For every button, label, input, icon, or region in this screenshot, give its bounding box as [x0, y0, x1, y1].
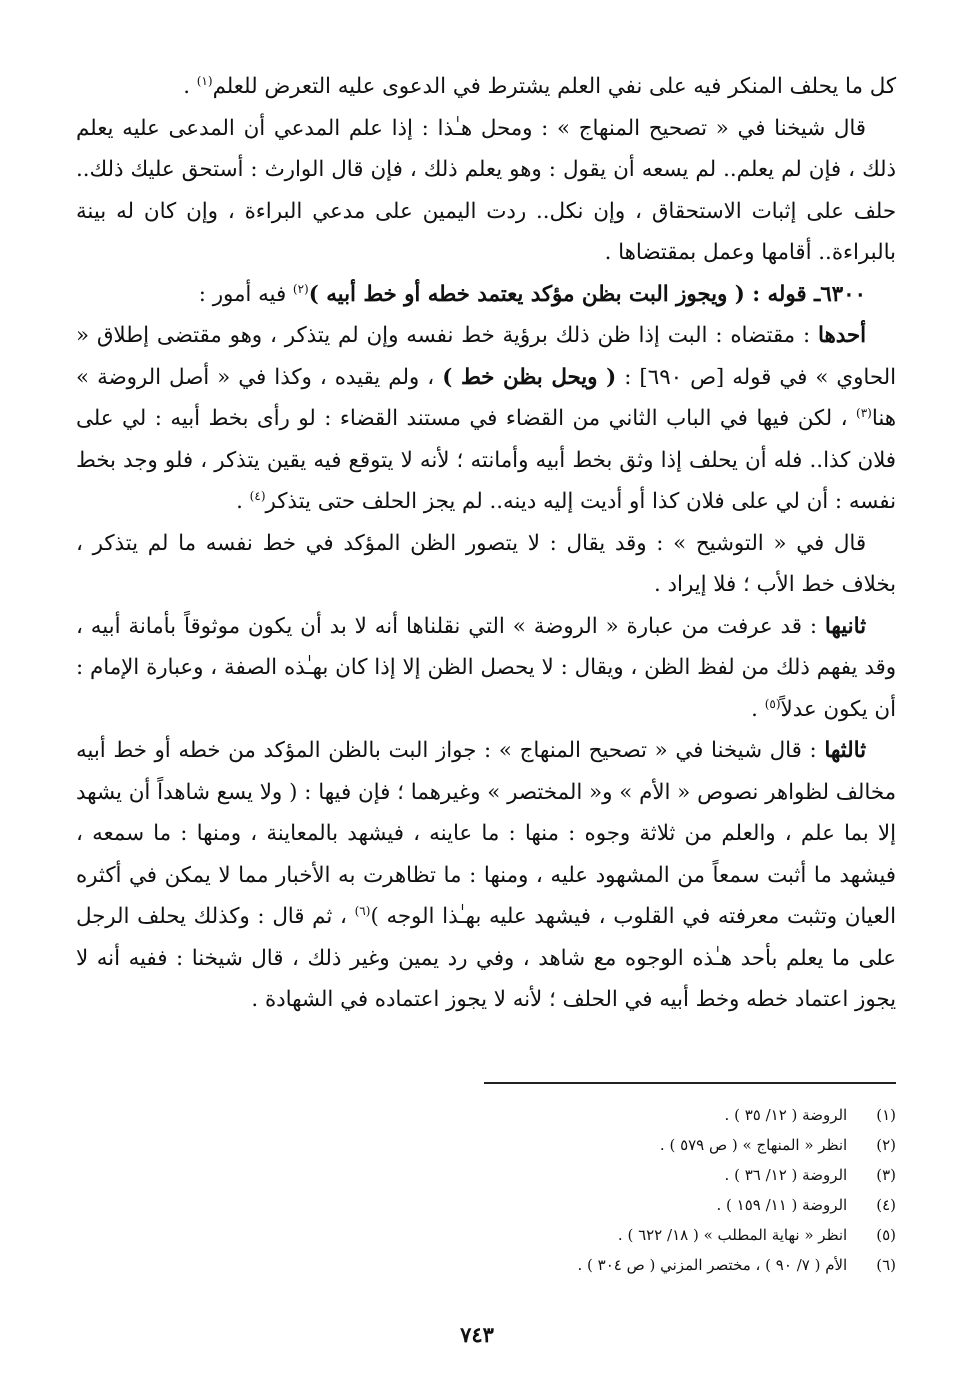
- footnote-text: انظر « نهاية المطلب » ( ١٨/ ٦٢٢ ) .: [617, 1226, 848, 1244]
- bold-text: ٦٣٠٠ـ قوله : ( ويجوز البت بظن مؤكد يعتمد خطه أو خط أبيه ): [308, 281, 866, 307]
- footnote-number: (٦): [876, 1256, 896, 1274]
- text-run: ، ولم يقيده ، وكذا في « أصل الروضة » هنا: [76, 364, 896, 431]
- text-run: ، ثم قال : وكذلك يحلف الرجل على ما يعلم بأحد هـٰذه الوجوه مع شاهد ، وفي رد يمين وغير ذلك ، قال شيخنا : ففيه أنه لا يجوز اعتماد خطه وخط أبيه في الحلف ؛ لأنه لا يجوز اعتماده في الشهادة .: [76, 904, 896, 1012]
- paragraph: [76, 523, 896, 606]
- paragraph: [76, 606, 896, 731]
- footnote-reference: (٣): [856, 405, 872, 420]
- bold-text: ( ويحل بظن خط ): [442, 364, 617, 390]
- text-run: ، لكن فيها في الباب الثاني من القضاء في مستند القضاء : لو رأى بخط أبيه : لي على فلان كذا.. فله أن يحلف إذا وثق بخط أبيه وأمانته ؛ لأنه لا يتوقع فيه يقين يتذكر ، فلو وجد بخط نفسه : أن لي على فلان كذا أو أديت إليه دينه.. لم يجز الحلف حتى يتذكر: [76, 406, 896, 514]
- footnote-reference: (٢): [292, 281, 309, 296]
- text-run: .: [236, 489, 250, 514]
- text-run: كل ما يحلف المنكر فيه على نفي العلم يشترط في الدعوى عليه التعرض للعلم: [212, 74, 896, 99]
- footnote-number: (٢): [876, 1136, 896, 1154]
- text-run: .: [183, 74, 197, 99]
- footnote-reference: (١): [196, 73, 213, 88]
- paragraph: [76, 274, 896, 316]
- footnote-text: الأم ( ٧/ ٩٠ ) ، مختصر المزني ( ص ٣٠٤ ) .: [577, 1256, 848, 1274]
- footnote-text: انظر « المنهاج » ( ص ٥٧٩ ) .: [659, 1136, 848, 1154]
- paragraph: [76, 315, 896, 523]
- footnote-reference: (٤): [249, 488, 266, 503]
- text-run: : قال شيخنا في « تصحيح المنهاج » : جواز البت بالظن المؤكد من خطه أو خط أبيه مخالف لظواهر نصوص « الأم » و« المختصر » وغيرهما ؛ فإن فيها : ( ولا يسع شاهداً أن يشهد إلا بما علم ، والعلم من ثلاثة وجوه : منها : ما عاينه ، فيشهد بالمعاينة ، ومنها : ما سمعه ، فيشهد ما أثبت سمعاً من المشهود عليه ، ومنها : ما تظاهرت به الأخبار مما لا يمكن في أكثره العيان وتثبت معرفته في القلوب ، فيشهد عليه بهـٰذا الوجه ): [76, 738, 896, 929]
- footnote-text: الروضة ( ١٢/ ٣٥ ) .: [724, 1106, 848, 1124]
- text-run: : مقتضاه : البت إذا ظن ذلك برؤية خط نفسه وإن لم يتذكر ، وهو مقتضى إطلاق « الحاوي » في قوله [ص ٦٩٠] :: [76, 323, 896, 390]
- bold-text: أحدها: [818, 323, 866, 348]
- footnote: [400, 1160, 896, 1190]
- footnote-text: الروضة ( ١١/ ١٥٩ ) .: [716, 1196, 848, 1214]
- main-text: [76, 66, 896, 1021]
- text-run: قال في « التوشيح » : وقد يقال : لا يتصور الظن المؤكد في خط نفسه ما لم يتذكر ، بخلاف خط الأب ؛ فلا إيراد .: [76, 530, 896, 597]
- text-run: .: [751, 696, 765, 722]
- footnote-number: (٤): [876, 1196, 896, 1214]
- footnotes: [400, 1100, 896, 1280]
- footnote-number: (٣): [876, 1166, 896, 1184]
- text-run: : قد عرفت من عبارة « الروضة » التي نقلناها أنه لا بد أن يكون موثوقاً بأمانة أبيه ، وقد يفهم ذلك من لفظ الظن ، ويقال : لا يحصل الظن إلا إذا كان بهـٰذه الصفة ، وعبارة الإمام : أن يكون عدلاً: [76, 613, 896, 722]
- footnote: [400, 1190, 896, 1220]
- bold-text: ثانيها: [824, 613, 866, 639]
- page-number: ٧٤٣: [460, 1322, 494, 1347]
- footnote-reference: (٥): [764, 696, 781, 711]
- footnote-number: (٥): [876, 1226, 896, 1244]
- bold-text: ثالثها: [824, 738, 866, 763]
- footnote-reference: (٦): [354, 903, 371, 918]
- footnote-text: الروضة ( ١٢/ ٣٦ ) .: [724, 1166, 848, 1184]
- footnote: [400, 1100, 896, 1130]
- footnote-separator: [484, 1082, 896, 1084]
- paragraph: [76, 730, 896, 1021]
- footnote: [400, 1130, 896, 1160]
- text-run: قال شيخنا في « تصحيح المنهاج » : ومحل هـٰذا : إذا علم المدعي أن المدعى عليه يعلم ذلك ، فإن لم يعلم.. لم يسعه أن يقول : وهو يعلم ذلك ، فإن قال الوارث : أستحق عليك ذلك.. حلف على إثبات الاستحقاق ، وإن نكل.. ردت اليمين على مدعي البراءة ، وإن كان له بينة بالبراءة.. أقامها وعمل بمقتضاها .: [76, 115, 896, 265]
- text-run: فيه أمور :: [198, 281, 293, 307]
- footnote: [400, 1220, 896, 1250]
- paragraph: [76, 66, 896, 108]
- paragraph: [76, 108, 896, 274]
- footnote: [400, 1250, 896, 1280]
- footnote-number: (١): [876, 1106, 896, 1124]
